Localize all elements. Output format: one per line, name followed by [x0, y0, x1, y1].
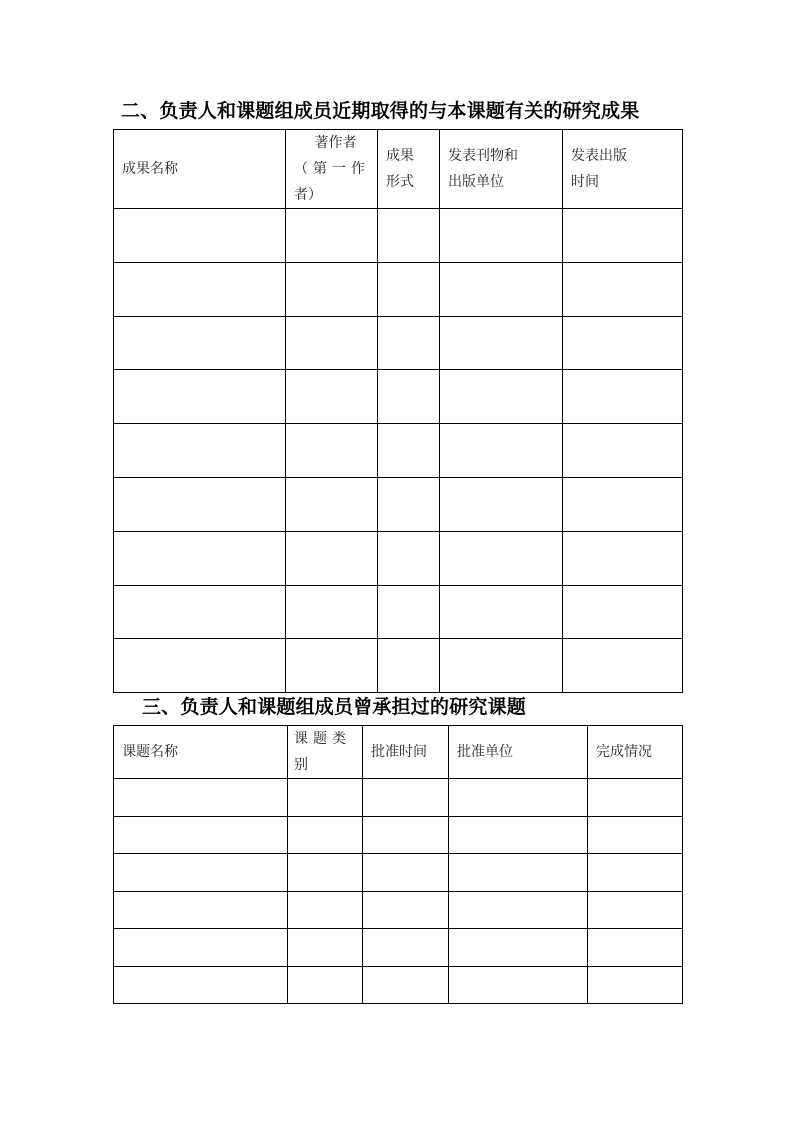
- empty-input-cell[interactable]: [440, 477, 563, 531]
- table-row: [114, 209, 683, 263]
- empty-input-cell[interactable]: [440, 316, 563, 370]
- empty-input-cell[interactable]: [114, 816, 288, 854]
- table-row: [114, 370, 683, 424]
- empty-input-cell[interactable]: [449, 816, 588, 854]
- empty-input-cell[interactable]: [378, 585, 440, 639]
- empty-input-cell[interactable]: [563, 585, 683, 639]
- header-form-line1: 成果: [386, 148, 414, 164]
- empty-input-cell[interactable]: [286, 424, 378, 478]
- empty-input-cell[interactable]: [378, 209, 440, 263]
- table-row: [114, 779, 683, 817]
- empty-input-cell[interactable]: [440, 585, 563, 639]
- empty-input-cell[interactable]: [440, 209, 563, 263]
- empty-input-cell[interactable]: [440, 262, 563, 316]
- empty-input-cell[interactable]: [288, 966, 363, 1004]
- empty-input-cell[interactable]: [378, 370, 440, 424]
- empty-input-cell[interactable]: [449, 891, 588, 929]
- header-pub-line2: 出版单位: [448, 174, 504, 190]
- empty-input-cell[interactable]: [449, 779, 588, 817]
- table-row: [114, 316, 683, 370]
- empty-input-cell[interactable]: [114, 891, 288, 929]
- empty-input-cell[interactable]: [563, 477, 683, 531]
- empty-input-cell[interactable]: [449, 929, 588, 967]
- header-publish-time: [563, 130, 683, 209]
- empty-input-cell[interactable]: [288, 929, 363, 967]
- empty-input-cell[interactable]: [286, 639, 378, 693]
- empty-input-cell[interactable]: [440, 424, 563, 478]
- header-time-line1: 发表出版: [571, 148, 627, 164]
- empty-input-cell[interactable]: [563, 531, 683, 585]
- table-row: [114, 477, 683, 531]
- header-form-line2: 形式: [386, 174, 414, 190]
- empty-input-cell[interactable]: [363, 854, 449, 892]
- header-time-line2: 时间: [571, 174, 599, 190]
- table-row: [114, 966, 683, 1004]
- empty-input-cell[interactable]: [114, 854, 288, 892]
- empty-input-cell[interactable]: [114, 585, 286, 639]
- empty-input-cell[interactable]: [286, 477, 378, 531]
- empty-input-cell[interactable]: [563, 209, 683, 263]
- empty-input-cell[interactable]: [449, 966, 588, 1004]
- empty-input-cell[interactable]: [114, 262, 286, 316]
- empty-input-cell[interactable]: [440, 531, 563, 585]
- header-result-form: [378, 130, 440, 209]
- empty-input-cell[interactable]: [363, 891, 449, 929]
- empty-input-cell[interactable]: [378, 639, 440, 693]
- empty-input-cell[interactable]: [114, 370, 286, 424]
- empty-input-cell[interactable]: [286, 585, 378, 639]
- table-row: [114, 585, 683, 639]
- empty-input-cell[interactable]: [114, 966, 288, 1004]
- empty-input-cell[interactable]: [440, 370, 563, 424]
- header-approve-time: 批准时间: [363, 726, 449, 779]
- empty-input-cell[interactable]: [286, 316, 378, 370]
- empty-input-cell[interactable]: [286, 370, 378, 424]
- empty-input-cell[interactable]: [563, 370, 683, 424]
- empty-input-cell[interactable]: [286, 262, 378, 316]
- header-author-line2: （第一作: [294, 161, 370, 177]
- empty-input-cell[interactable]: [588, 891, 683, 929]
- empty-input-cell[interactable]: [114, 929, 288, 967]
- table-header-row: [114, 130, 683, 209]
- section-3-title: 三、负责人和课题组成员曾承担过的研究课题: [142, 696, 527, 718]
- header-pub-line1: 发表刊物和: [448, 148, 518, 164]
- empty-input-cell[interactable]: [114, 316, 286, 370]
- empty-input-cell[interactable]: [588, 854, 683, 892]
- empty-input-cell[interactable]: [288, 816, 363, 854]
- empty-input-cell[interactable]: [378, 424, 440, 478]
- empty-input-cell[interactable]: [114, 477, 286, 531]
- empty-input-cell[interactable]: [286, 209, 378, 263]
- empty-input-cell[interactable]: [378, 316, 440, 370]
- research-results-table: [113, 129, 683, 693]
- header-project-name: 课题名称: [114, 726, 288, 779]
- empty-input-cell[interactable]: [588, 966, 683, 1004]
- header-result-name: 成果名称: [114, 130, 286, 209]
- empty-input-cell[interactable]: [588, 779, 683, 817]
- empty-input-cell[interactable]: [563, 639, 683, 693]
- header-category-line2: 别: [294, 757, 308, 773]
- empty-input-cell[interactable]: [449, 854, 588, 892]
- table-row: [114, 854, 683, 892]
- empty-input-cell[interactable]: [378, 262, 440, 316]
- empty-input-cell[interactable]: [363, 779, 449, 817]
- empty-input-cell[interactable]: [363, 816, 449, 854]
- empty-input-cell[interactable]: [114, 531, 286, 585]
- empty-input-cell[interactable]: [378, 531, 440, 585]
- table-row: [114, 531, 683, 585]
- table-row: [114, 816, 683, 854]
- research-projects-table: [113, 725, 683, 1004]
- empty-input-cell[interactable]: [563, 316, 683, 370]
- empty-input-cell[interactable]: [588, 816, 683, 854]
- header-category-line1: 课题类: [294, 731, 351, 747]
- header-approve-unit: 批准单位: [449, 726, 588, 779]
- empty-input-cell[interactable]: [440, 639, 563, 693]
- empty-input-cell[interactable]: [286, 531, 378, 585]
- table-header-row: [114, 726, 683, 779]
- empty-input-cell[interactable]: [563, 424, 683, 478]
- empty-input-cell[interactable]: [563, 262, 683, 316]
- table-row: [114, 891, 683, 929]
- empty-input-cell[interactable]: [363, 966, 449, 1004]
- header-publisher: [440, 130, 563, 209]
- empty-input-cell[interactable]: [114, 779, 288, 817]
- header-author: [286, 130, 378, 209]
- empty-input-cell[interactable]: [288, 891, 363, 929]
- empty-input-cell[interactable]: [114, 209, 286, 263]
- empty-input-cell[interactable]: [588, 929, 683, 967]
- table-row: [114, 424, 683, 478]
- empty-input-cell[interactable]: [114, 639, 286, 693]
- header-author-line3: 者）: [294, 187, 322, 203]
- table-row: [114, 929, 683, 967]
- empty-input-cell[interactable]: [378, 477, 440, 531]
- table-row: [114, 639, 683, 693]
- header-project-category: [288, 726, 363, 779]
- header-completion-status: 完成情况: [588, 726, 683, 779]
- table-row: [114, 262, 683, 316]
- empty-input-cell[interactable]: [114, 424, 286, 478]
- empty-input-cell[interactable]: [288, 854, 363, 892]
- section-2-title: 二、负责人和课题组成员近期取得的与本课题有关的研究成果: [121, 100, 640, 122]
- header-author-line1: 著作者: [314, 135, 357, 151]
- empty-input-cell[interactable]: [288, 779, 363, 817]
- empty-input-cell[interactable]: [363, 929, 449, 967]
